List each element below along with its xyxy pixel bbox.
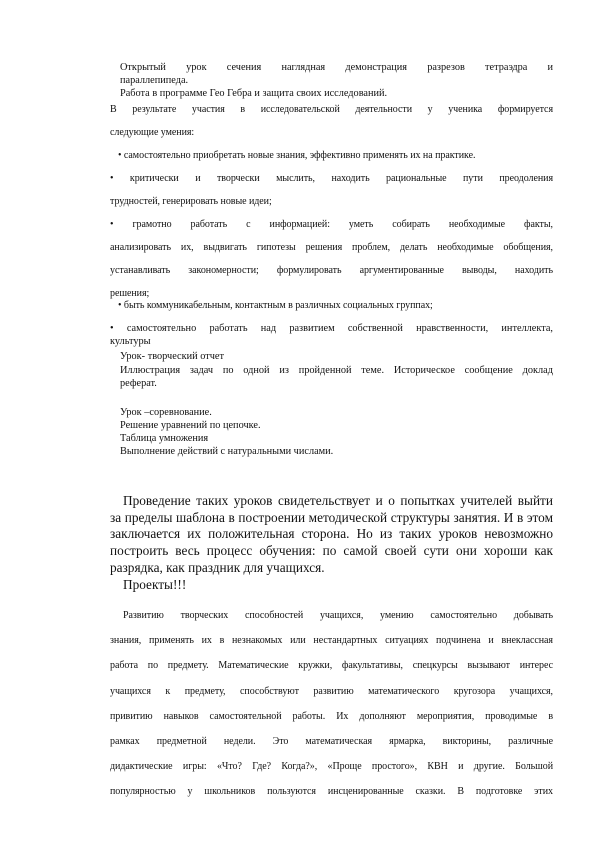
- skill-item-5-line1: • самостоятельно работать над развитием собственной нравственности, интеллекта,: [110, 323, 553, 334]
- skill-item-5-line2: культуры: [110, 336, 151, 347]
- skills-block: [110, 98, 553, 121]
- skill-item-3-line4: решения;: [110, 288, 150, 299]
- illustration-line1: Иллюстрация задач по одной из пройденной теме. Историческое сообщение доклад: [120, 365, 553, 376]
- paragraph-lesson-sections: Открытый урок сечения наглядная демонстрация разрезов тетраэдра и: [120, 62, 553, 73]
- skill-item-3-line1: • грамотно работать с информацией: уметь собирать необходимые факты,: [110, 219, 553, 230]
- skill-item-3-line2: анализировать их, выдвигать гипотезы решения проблем, делать необходимые обобщения,: [110, 242, 553, 253]
- intro-block: Открытый урок сечения наглядная демонстрация разрезов тетраэдра и параллепипеда. Работа в программе Гео Гебра и защита своих исследований.: [57, 61, 553, 100]
- illustration-line2: реферат.: [120, 378, 157, 389]
- competition-item-1: Решение уравнений по цепочке.: [120, 420, 261, 431]
- competition-item-2: Таблица умножения: [120, 433, 209, 444]
- skill-item-1: • самостоятельно приобретать новые знания, эффективно применять их на практике.: [118, 150, 476, 161]
- projects-heading: Проекты!!!: [123, 576, 187, 592]
- competition-list: [120, 406, 553, 458]
- competition-item-3: Выполнение действий с натуральными числами.: [120, 446, 334, 457]
- skill-item-2-line2: трудностей, генерировать новые идеи;: [110, 196, 272, 207]
- paragraph-geogebra: Работа в программе Гео Гебра и защита своих исследований.: [120, 88, 388, 99]
- conclusion-paragraph: Проведение таких уроков свидетельствует и о попытках учителей выйти за пределы шаблона в построении методической структуры занятия. И в этом заключается их положительная сторона. Но из таких уроков невозможно построить весь процесс обучения: по самой своей сути они хороши как разрядка, как праздник для учащихся. Проекты!!!: [110, 493, 553, 592]
- competition-title: Урок –соревнование.: [120, 407, 212, 418]
- skill-item-4: • быть коммуникабельным, контактным в различных социальных группах;: [118, 300, 433, 311]
- skill-item-2-line1: • критически и творчески мыслить, находить рациональные пути преодоления: [110, 173, 553, 184]
- skill-item-3-line3: устанавливать закономерности; формулировать аргументированные выводы, находить: [110, 265, 553, 276]
- skills-intro-line2: следующие умения:: [110, 127, 195, 138]
- skills-intro-line1: В результате участия в исследовательской деятельности у ученика формируется: [110, 104, 553, 115]
- creative-report: Урок- творческий отчет: [120, 351, 224, 362]
- final-paragraph: Развитию творческих способностей учащихся, умению самостоятельно добывать знания, применять их в незнакомых или нестандартных ситуациях подчинена и внеклассная работа по предмету. Математические кружки, факультативы, спецкурсы вызывают интерес учащихся к предмету, способствуют развитию математического кругозора учащихся, привитию навыков самостоятельной работы. Их дополняют мероприятия, проводимые в рамках предметной недели. Это математическая ярмарка, викторины, различные дидактические игры: «Что? Где? Когда?», «Проще простого», КВН и другие. Большой популярностью у школьников пользуются инсценированные сказки. В подготовке этих: [110, 610, 553, 798]
